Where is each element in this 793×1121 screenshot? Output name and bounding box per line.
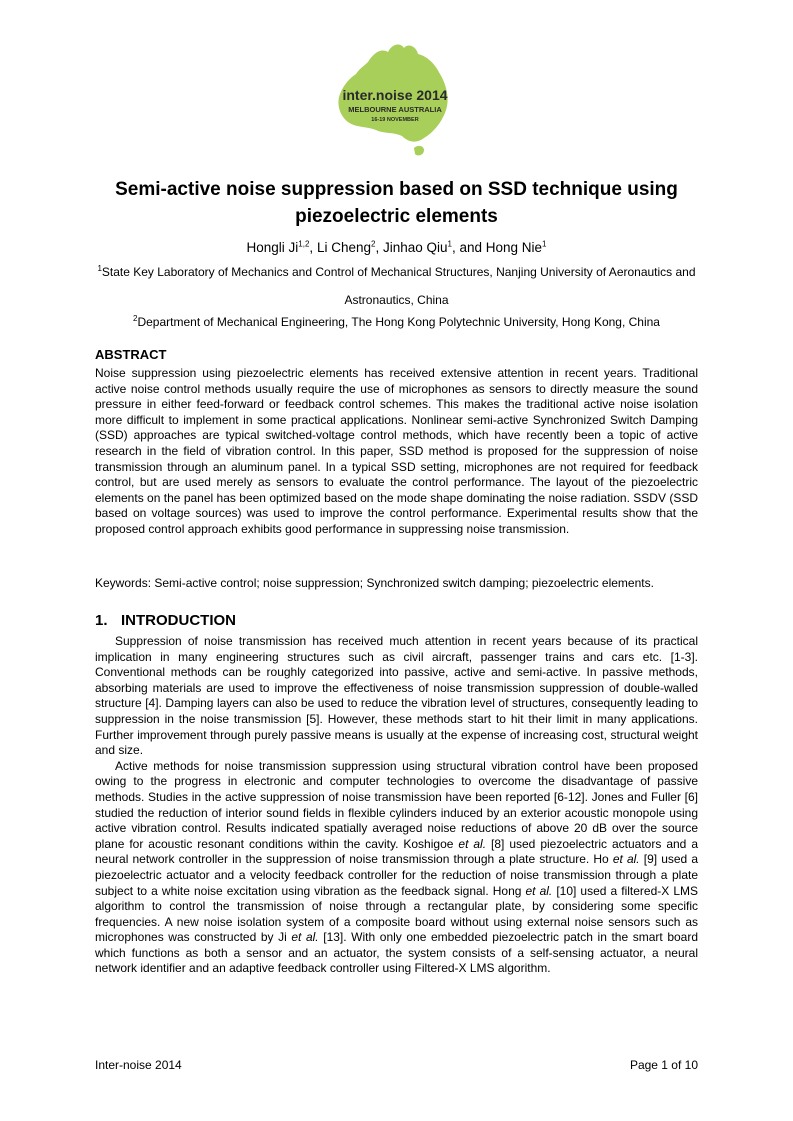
title-line1: Semi-active noise suppression based on SSD technique using — [115, 179, 678, 200]
introduction-body — [95, 634, 698, 977]
keywords: Keywords: Semi-active control; noise suppression; Synchronized switch damping; piezoelectric elements. — [95, 576, 654, 590]
affiliation-mark: 1 — [97, 264, 102, 273]
author-name: Hong Nie — [485, 240, 543, 255]
author-list — [95, 240, 698, 255]
affiliation-text: State Key Laboratory of Mechanics and Control of Mechanical Structures, Nanjing University of Aeronautics and Astronautics, China — [101, 265, 696, 307]
text-run: [9] used a piezoelectric actuator and a velocity feedback controller for the reduction of noise transmission through a plate subject to a white noise excitation using vibration as the feedback signal. Hong — [95, 852, 698, 898]
conference-logo — [330, 40, 460, 160]
author-name: Hongli Ji — [246, 240, 299, 255]
footer-page-number: Page 1 of 10 — [629, 1058, 698, 1072]
section-title: INTRODUCTION — [121, 612, 236, 629]
logo-line2: MELBOURNE AUSTRALIA — [348, 105, 442, 114]
affiliation-2 — [85, 308, 708, 336]
et-al: et al. — [458, 836, 487, 851]
author-name: Li Cheng — [316, 240, 371, 255]
intro-paragraph-1: Suppression of noise transmission has received much attention in recent years because of its practical implication in many engineering structures such as civil aircraft, passenger trains and cars etc. [1-3]. Conventional methods can be roughly categorized into passive, active and semi-active. In passive methods, absorbing materials are used to improve the effectiveness of noise transmission suppression of double-walled structure [4]. Damping layers can also be used to reduce the vibration level of structures, consequently leading to suppression in the noise transmission [5]. However, these methods start to hit their limit in many applications. Further improvement through purely passive means is usually at the expense of increasing cost, structural weight and size. — [95, 634, 698, 758]
text-run: [8] used piezoelectric actuators and a neural network controller in the suppression of noise transmission through a plate structure. Ho — [95, 836, 698, 867]
et-al: et al. — [525, 883, 553, 898]
section-number: 1. — [95, 612, 108, 629]
author-separator: , — [375, 240, 383, 255]
abstract-text: Noise suppression using piezoelectric elements has received extensive attention in recent years. Traditional active noise control methods usually require the use of microphones as sensors to directly measure the sound pressure in either feed-forward or feedback control schemes. This makes the traditional active noise isolation more difficult to implement in some practical applications. Nonlinear semi-active Synchronized Switch Damping (SSD) approaches are typical switched-voltage control methods, which have recently been a topic of active research in the field of vibration control. In this paper, SSD method is proposed for the suppression of noise transmission through an aluminum panel. In a typical SSD setting, microphones are not required for feedback control, but are used merely as sensors to evaluate the control performance. The layout of the piezoelectric elements on the panel has been optimized based on the mode shape dominating the noise radiation. SSDV (SSD based on voltage sources) was used to improve the control performance. Experimental results show that the proposed control approach exhibits good performance in suppressing noise transmission. — [95, 366, 698, 536]
author-affiliation-mark: 1 — [447, 239, 452, 249]
text-run: Active methods for noise transmission suppression using structural vibration control have been proposed owing to the progress in electronic and computer technologies to overcome the disadvantage of passive methods. Studies in the active suppression of noise transmission have been reported [6-12]. Jones and Fuller [6] studied the reduction of interior sound fields in flexible cylinders induced by an exterior acoustic monopole using active vibration control. Results indicated spatially averaged noise reductions of above 20 dB over the source plane for acoustic resonant conditions within the cavity. Koshigoe — [95, 758, 698, 851]
author-separator: , and — [451, 240, 486, 255]
title-line2: piezoelectric elements — [295, 206, 498, 227]
author-name: Jinhao Qiu — [382, 240, 448, 255]
intro-paragraph-2 — [95, 759, 698, 977]
affiliation-1 — [85, 258, 708, 314]
affiliation-mark: 2 — [133, 314, 138, 323]
logo-line3: 16-19 NOVEMBER — [371, 117, 419, 123]
et-al: et al. — [291, 930, 319, 945]
tasmania-shape — [414, 146, 424, 156]
text-run: [10] used a filtered-X LMS algorithm to control the transmission of noise through a rectangular plate, by considering some specific frequencies. A new noise isolation system of a composite board without using external noise sensors such as microphones was constructed by Ji — [95, 883, 699, 945]
et-al: et al. — [612, 852, 640, 867]
author-affiliation-mark: 2 — [370, 239, 376, 249]
author-affiliation-mark: 1 — [542, 239, 547, 249]
logo-line1: inter.noise 2014 — [342, 87, 448, 103]
section-heading-introduction — [95, 612, 236, 629]
author-separator: , — [309, 240, 317, 255]
footer-conference: Inter-noise 2014 — [95, 1058, 182, 1072]
affiliation-text: Department of Mechanical Engineering, The Hong Kong Polytechnic University, Hong Kong, China — [137, 315, 660, 329]
paper-title — [95, 176, 698, 230]
abstract-heading: ABSTRACT — [95, 347, 167, 362]
text-run: [13]. With only one embedded piezoelectric patch in the smart board which functions as both a sensor and an actuator, the system consists of a self-sensing actuator, a neural network identifier and an adaptive feedback controller using Filtered-X LMS algorithm. — [95, 930, 699, 976]
author-affiliation-mark: 1,2 — [298, 239, 310, 249]
